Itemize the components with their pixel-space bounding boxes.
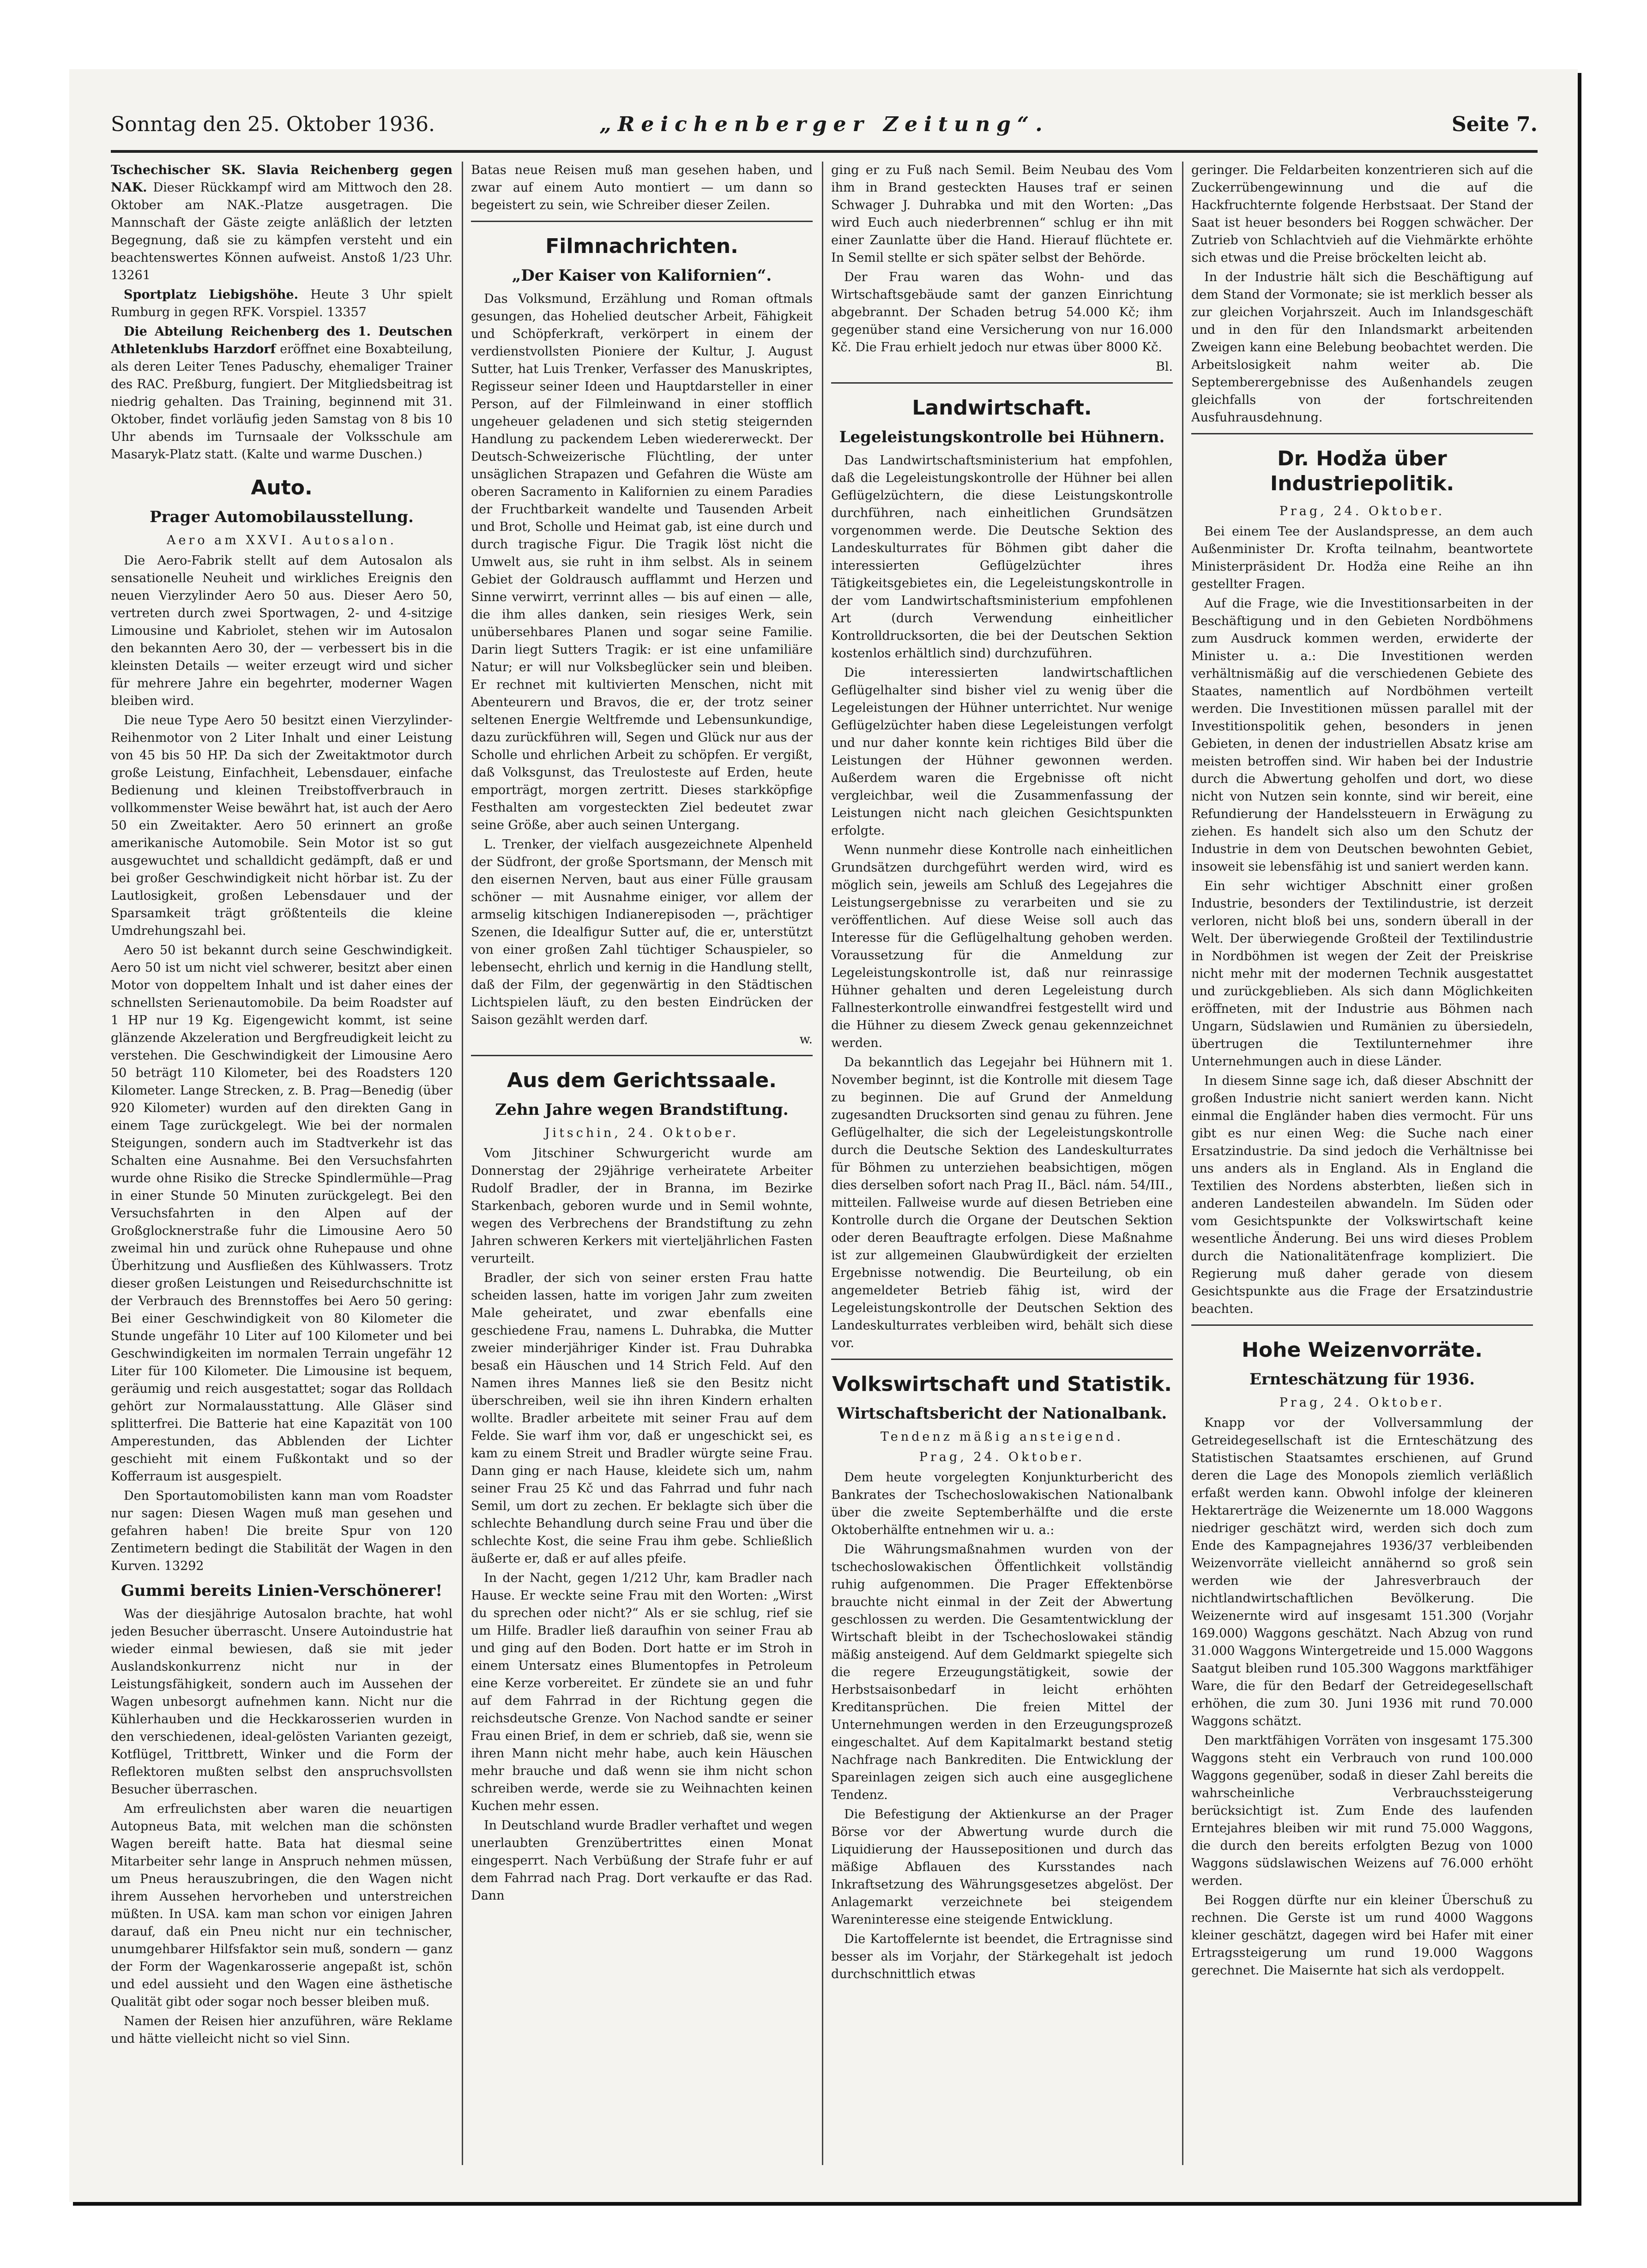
article-headline: „Der Kaiser von Kalifornien“. [512, 266, 772, 285]
paragraph-text: Heute 3 Uhr spielt Rumburg in gegen RFK. Vorspiel. 13357 [111, 288, 452, 319]
article-paragraph: Vom Jitschiner Schwurgericht wurde am Donnerstag der 29jährige verheiratete Arbeiter Rudolf Bradler, der in Branna, im Bezirke Starkenbach, geboren wurde und in Semil wohnte, wegen des Verbrechens der Brandstiftung zu zehn Jahren schweren Kerkers mit vierteljährlichen Fasten verurteilt. [471, 1146, 813, 1266]
article-paragraph: Da bekanntlich das Legejahr bei Hühnern mit 1. November beginnt, ist die Kontrolle mit diesem Tage zu beginnen. Die auf Grund der Anmeldung zugesandten Drucksorten sind genau zu führen. Jene Geflügelhalter, die sich der Legeleistungskontrolle durch die Deutsche Sektion des Landeskulturrates für Böhmen zu unterziehen beabsichtigen, mögen dies derselben sofort nach Prag II., Bäcl. nám. 54/III., mitteilen. Fallweise wurde auf diesen Betrieben eine Kontrolle durch die Organe der Deutschen Sektion oder deren Beauftragte erfolgen. Diese Maßnahme ist zur allgemeinen Glaubwürdigkeit der erzielten Ergebnisse notwendig. Die Beurteilung, ob ein angemeldeter Betrieb fähig ist, wird der Legeleistungskontrolle der Deutschen Sektion des Landeskulturrates verbleiben wird, behält sich diese vor. [831, 1055, 1173, 1350]
article-paragraph: In der Industrie hält sich die Beschäftigung auf dem Stand der Vormonate; sie ist merklich besser als zur gleichen Vorjahrszeit. Auch im Inlandsgeschäft und in den für den Inlandsmarkt arbeitenden Zweigen kann eine Belebung beobachtet werden. Die Arbeitslosigkeit nahm weiter ab. Die Septemberergebnisse des Außenhandels zeugen gleichfalls von der fortschreitenden Ausfuhrausdehnung. [1191, 270, 1533, 425]
article-paragraph [111, 286, 452, 321]
paragraph-heading: Tschechischer SK. Slavia Reichenberg gegen NAK. [111, 163, 452, 195]
article-paragraph: Wenn nunmehr diese Kontrolle nach einheitlichen Grundsätzen durchgeführt werden wird, wird es möglich sein, jeweils am Schluß des Legejahres die Leistungsergebnisse zu verarbeiten und sie zu veröffentlichen. Auf diese Weise soll auch das Interesse für die Geflügelhaltung gehoben werden. Voraussetzung für die Anmeldung zur Legeleistungskontrolle ist, daß nur reinrassige Hühner gehalten und deren Legeleistung durch Fallnesterkontrolle einwandfrei festgestellt wird und die Hühner zu diesem Zweck genau gekennzeichnet werden. [831, 843, 1173, 1050]
article-paragraph: Der Frau waren das Wohn- und das Wirtschaftsgebäude samt der ganzen Einrichtung abgebrannt. Der Schaden betrug 54.000 Kč; ihm gegenüber stand eine Versicherung von nur 16.000 Kč. Die Frau erhielt jedoch nur etwas über 8000 Kč. [831, 270, 1173, 355]
dateline: Jitschin, 24. Oktober. [544, 1126, 739, 1140]
article-paragraph: In Deutschland wurde Bradler verhaftet und wegen unerlaubten Grenzübertrittes einen Monat eingesperrt. Nach Verbüßung der Strafe fuhr er auf dem Fahrrad nach Prag. Dort verkaufte er das Rad. Dann [471, 1818, 813, 1903]
article-headline: Legeleistungskontrolle bei Hühnern. [839, 428, 1165, 446]
article-paragraph: Was der diesjährige Autosalon brachte, hat wohl jeden Besucher überrascht. Unsere Autoindustrie hat wieder einmal bewiesen, daß sie mit jeder Auslandskonkurrenz nicht nur in der Leistungsfähigkeit, sondern auch im Aussehen der Wagen unbesorgt aufnehmen kann. Nicht nur die Kühlerhauben und die Heckkarosserien wurden in den verschiedenen, ideal-gelösten Varianten gezeigt, Kotflügel, Trittbrett, Winker und die Form der Reflektoren mußten selbst den anspruchsvollsten Besucher überraschen. [111, 1607, 452, 1797]
dateline: Prag, 24. Oktober. [1279, 1396, 1445, 1410]
section-heading-economy: Volkswirtschaft und Statistik. [832, 1372, 1172, 1396]
article-paragraph [111, 323, 452, 463]
separator [471, 1055, 813, 1056]
article-headline: Ernteschätzung für 1936. [1249, 1370, 1475, 1389]
article-paragraph: Das Landwirtschaftsministerium hat empfohlen, daß die Legeleistungskontrolle der Hühner bei allen Geflügelzüchtern, die diese Leistungskontrolle durchführen, nach einheitlichen Grundsätzen vorgenommen werde. Die Deutsche Sektion des Landeskulturrates für Böhmen gibt daher die interessierten Geflügelzüchter ihres Tätigkeitsgebietes ein, die Legeleistungskontrolle in der vom Landwirtschaftsministerium empfohlenen Art (durch Verwendung einheitlicher Kontrolldrucksorten, die bei der Deutschen Sektion kostenlos erhältlich sind) durchzuführen. [831, 453, 1173, 661]
masthead [111, 108, 1538, 141]
section-heading-agriculture: Landwirtschaft. [912, 396, 1092, 420]
article-paragraph: Die Währungsmaßnahmen wurden von der tschechoslowakischen Öffentlichkeit vollständig ruhig aufgenommen. Die Prager Effektenbörse brauchte nicht einmal in der Zeit der Abwertung geschlossen zu werden. Die Gesamtentwicklung der Wirtschaft bleibt in der Tschechoslowakei ständig mäßig ansteigend. Auf dem Geldmarkt spiegelte sich die regere Erzeugungstätigkeit, sowie der Herbstsaisonbedarf in leicht erhöhten Kreditansprüchen. Die freien Mittel der Unternehmungen werden in den Erzeugungsprozeß eingeschaltet. Auf dem Kapitalmarkt bestand stetig Nachfrage nach Bankrediten. Die Entwicklung der Spareinlagen zeigen sich auch eine ausgeglichene Tendenz. [831, 1542, 1173, 1802]
article-paragraph: Die interessierten landwirtschaftlichen Geflügelhalter sind bisher viel zu wenig über die Legeleistungen der Hühner unterrichtet. Nur wenige Geflügelzüchter haben diese Legeleistungen verfolgt und nur daher konnte kein richtiges Bild über die Leistungen der Hühner gewonnen werden. Außerdem waren die Ergebnisse oft nicht vergleichbar, weil die Zusammenfassung der Leistungen nicht nach gleichen Gesichtspunkten erfolgte. [831, 666, 1173, 838]
article-paragraph: Bei Roggen dürfte nur ein kleiner Überschuß zu rechnen. Die Gerste ist um rund 4000 Waggons kleiner geschätzt, dagegen wird bei Hafer mit einer Ertragssteigerung um rund 19.000 Waggons gerechnet. Die Maisernte hat sich als verdoppelt. [1191, 1893, 1533, 1978]
author-signature: w. [799, 1032, 813, 1047]
article-paragraph: Auf die Frage, wie die Investitionsarbeiten in der Beschäftigung und in den Gebieten Nordböhmens zum Ausdruck kommen werden, erwiderte der Minister u. a.: Die Investitionen werden verhältnismäßig auf die verschiedenen Gebiete des Staates, namentlich auf Nordböhmen verteilt werden. Die Investitionen müssen parallel mit der Investitionspolitik gehen, besonders in jenen Gebieten, in denen der industriellen Absatz krise am meisten betroffen sind. Wir haben bei der Industrie durch die Abwertung geholfen und dort, wo diese nicht von Nutzen sein konnte, sind wir bereit, eine Refundierung der Handelssteuern in Erwägung zu ziehen. Es handelt sich also um den Schutz der Industrie in dem von Deutschen bewohnten Gebiet, insoweit sie lebensfähig ist und saniert werden kann. [1191, 596, 1533, 874]
article-paragraph: Am erfreulichsten aber waren die neuartigen Autopneus Bata, mit welchen man die schönsten Wagen bereift hatte. Bata hat diesmal seine Mitarbeiter sehr lange in Anspruch nehmen müssen, um Pneus herauszubringen, die den Wagen nicht ihrem Aussehen hervorheben und unterstreichen müßten. In USA. kam man schon vor einigen Jahren darauf, daß ein Pneu nicht nur ein technischer, unumgehbarer Hilfsfaktor sein muß, sondern — ganz der Form der Wagenkarosserie angepaßt ist, schön und edel aussieht und den Wagen eine ästhetische Qualität gibt oder sogar noch besser bleiben muß. [111, 1802, 452, 2009]
article-paragraph: Das Volksmund, Erzählung und Roman oftmals gesungen, das Hohelied deutscher Arbeit, Fähigkeit und Schöpferkraft, verkörpert in einem der verdienstvollsten Pioniere der Kultur, J. August Sutter, hat Luis Trenker, Verfasser des Manuskriptes, Regisseur seiner Ideen und Hauptdarsteller in einer Person, auf der Filmleinwand in einer stofflich ungeheuer geladenen und sich stetig steigernden Handlung zu packendem Leben wiedererweckt. Der Deutsch-Schweizerische Flüchtling, der unter unsäglichen Strapazen und Gefahren die Wüste am oberen Sacramento in Kalifornien zu einem Paradies der Fruchtbarkeit wandelte und Tausenden Arbeit und Brot, Scholle und Heimat gab, ist eine durch und durch tragische Figur. Die Tragik löst nicht die Umwelt aus, sie ruht in ihm selbst. Als in seinem Gebiet der Goldrausch aufflammt und Herzen und Sinne verwirrt, verrinnt alles — bis auf einen — alle, die ihm alles danken, sein riesiges Werk, sein unübersehbares Planen und sogar seine Familie. Darin liegt Sutters Tragik: er ist eine unfamiliäre Natur; er will nur Volksbeglücker sein und bleiben. Er rechnet mit kultivierten Menschen, nicht mit Abenteurern und Bravos, die er, der trotz seiner seltenen Energie Weltfremde und Lebensunkundige, dazu zurückführen will, Segen und Glück nur aus der Scholle und ehrlichen Arbeit zu schöpfen. Er vergißt, daß Volksgunst, das Treulosteste auf Erden, heute emporträgt, morgen zertritt. Dieses starkköpfige Festhalten am vorgesteckten Ziel bedeutet zwar seine Größe, aber auch seinen Untergang. [471, 292, 813, 832]
article-paragraph: Batas neue Reisen muß man gesehen haben, und zwar auf einem Auto montiert — um dann so begeistert zu sein, wie Schreiber dieser Zeilen. [471, 163, 813, 212]
article-paragraph: Die neue Type Aero 50 besitzt einen Vierzylinder-Reihenmotor von 2 Liter Inhalt und einer Leistung von 45 bis 50 HP. Da sich der Zweitaktmotor durch große Leistung, Einfachheit, Lebensdauer, einfache Bedienung und kleinen Treibstoffverbrauch in vollkommenster Weise bewährt hat, ist auch der Aero 50 ein Zweitakter. Aero 50 erinnert an große amerikanische Automobile. Sein Motor ist so gut ausgewuchtet und schalldicht gedämpft, daß er und bei großer Geschwindigkeit nicht hörbar ist. Zu der Lautlosigkeit, großen Lebensdauer und der Sparsamkeit trägt größtenteils die kleine Umdrehungszahl bei. [111, 713, 452, 938]
article-paragraph: Ein sehr wichtiger Abschnitt einer großen Industrie, besonders der Textilindustrie, ist derzeit verloren, nicht bloß bei uns, sondern überall in der Welt. Der überwiegende Großteil der Textilindustrie in Nordböhmen ist wegen der Zeit der Preiskrise nicht mehr mit der modernen Technik ausgestattet und zurückgeblieben. Als sich dann Möglichkeiten eröffneten, mit der Industrie aus Böhmen nach Ungarn, Südslawien und Rumänien zu übersiedeln, übertrugen die Textilunternehmer ihre Unternehmungen auch in diese Länder. [1191, 879, 1533, 1069]
section-heading-auto: Auto. [251, 476, 313, 499]
paragraph-heading: Die Abteilung Reichenberg des 1. Deutschen Athletenklubs Harzdorf [111, 325, 452, 356]
article-headline: Gummi bereits Linien-Verschönerer! [121, 1582, 443, 1600]
article-headline: Zehn Jahre wegen Brandstiftung. [495, 1101, 789, 1119]
article-paragraph: Den Sportautomobilisten kann man vom Roadster nur sagen: Diesen Wagen muß man gesehen und gefahren haben! Die breite Spur von 120 Zentimetern bedingt die Stabilität der Wagen in den Kurven. 13292 [111, 1489, 452, 1573]
dateline: Prag, 24. Oktober. [1279, 504, 1445, 518]
article-paragraph: Die Befestigung der Aktienkurse an der Prager Börse vor der Abwertung wurde durch die Liquidierung der Haussepositionen und durch das mäßige Abflauen des Kursstandes nach Inkraftsetzung des Währungsgesetzes abgelöst. Der Anlagemarkt verzeichnete bei steigendem Wareninteresse eine steigende Entwicklung. [831, 1807, 1173, 1927]
paragraph-text: eröffnet eine Boxabteilung, als deren Leiter Tenes Paduschy, ehemaliger Trainer des RAC. Preßburg, fungiert. Der Mitgliedsbeitrag ist niedrig gehalten. Das Training, beginnend mit 31. Oktober, findet vorläufig jeden Samstag von 8 bis 10 Uhr abends im Turnsaale der Volksschule am Masaryk-Platz statt. (Kalte und warme Duschen.) [111, 342, 452, 462]
article-paragraph: In diesem Sinne sage ich, daß dieser Abschnitt der großen Industrie nicht saniert werden kann. Nicht einmal die Engländer haben dies vermocht. Für uns gibt es nur einen Weg: die Suche nach einer Ersatzindustrie. Da sind jedoch die Verhältnisse bei uns anders als in England. Als in England die Textilien des Nordens absterbten, ließen sich in anderen Landesteilen abwandeln. Im Süden oder vom Gesichtspunkte der Volkswirtschaft keine wesentliche Änderung. Bei uns wird dieses Problem durch die Nationalitätenfrage kompliziert. Die Regierung muß daher gerade von diesem Gesichtspunkte aus die Frage der Ersatzindustrie beachten. [1191, 1074, 1533, 1316]
section-heading-court: Aus dem Gerichtssaale. [507, 1069, 777, 1092]
article-subheadline: Tendenz mäßig ansteigend. [880, 1430, 1124, 1444]
section-heading-wheat: Hohe Weizenvorräte. [1242, 1338, 1483, 1362]
separator [1191, 433, 1533, 434]
article-paragraph [111, 162, 452, 284]
masthead-rule [111, 150, 1538, 153]
newspaper-page [69, 69, 1578, 2202]
separator [831, 1359, 1173, 1360]
separator [471, 221, 813, 222]
article-paragraph: ging er zu Fuß nach Semil. Beim Neubau des Vom ihm in Brand gesteckten Hauses traf er seinen Schwager J. Duhrabka und mit den Worten: „Das wird Euch auch niederbrennen“ schlug er ihn mit einer Zaunlatte über die Hand. Hierauf flüchtete er. In Semil stellte er sich später selbst der Behörde. [831, 163, 1173, 265]
article-paragraph: Aero 50 ist bekannt durch seine Geschwindigkeit. Aero 50 ist um nicht viel schwerer, besitzt aber einen Motor von doppeltem Inhalt und ist daher eines der schnellsten Serienautomobile. Da beim Roadster auf 1 HP nur 19 Kg. Eigengewicht kommt, ist seine glänzende Akzeleration und Bergfreudigkeit leicht zu verstehen. Die Geschwindigkeit der Limousine Aero 50 beträgt 110 Kilometer, bei des Roadsters 120 Kilometer. Lange Strecken, z. B. Prag—Benedig (über 920 Kilometer) wurden auf den direkten Gang in einem Tage zurückgelegt. Wie bei der normalen Steigungen, sondern auch im Stadtverkehr ist das Schalten eine Ausnahme. Bei den Versuchsfahrten wurde ohne Risiko die Strecke Spindlermühle—Prag in einer Stunde 50 Minuten zurückgelegt. Bei den Versuchsfahrten in den Alpen auf der Großglocknerstraße fuhr die Limousine Aero 50 zweimal hin und zurück ohne Ruhepause und ohne Überhitzung und Ausfließen des Kühlwassers. Trotz dieser großen Leistungen und Reisedurchschnitte ist der Verbrauch des Brennstoffes bei Aero 50 gering: Bei einer Geschwindigkeit von 80 Kilometer die Stunde ungefähr 10 Liter auf 100 Kilometer und bei Geschwindigkeiten im normalen Terrain ungefähr 12 Liter für 100 Kilometer. Die Limousine ist bequem, geräumig und reich ausgestattet; sogar das Rolldach gehört zur Normalausstattung. Alle Gläser sind splitterfrei. Die Batterie hat eine Kapazität von 100 Amperestunden, das Abblenden der Lichter geschieht mit einem Fußkontakt und so der Kofferraum ist ausgespielt. [111, 943, 452, 1484]
article-paragraph: L. Trenker, der vielfach ausgezeichnete Alpenheld der Südfront, der große Sportsmann, der Mensch mit den eisernen Nerven, baut aus einer Fülle grausam schöner — mit Ausnahme einiger, vor allem der armselig kitschigen Indianerepisoden —, prächtiger Szenen, die Idealfigur Sutter auf, die er, unterstützt von einer großen Zahl tüchtiger Schauspieler, so lebensecht, ehrlich und kernig in die Handlung stellt, daß der Film, der gegenwärtig in den Städtischen Lichtspielen läuft, zu den besten Eindrücken der Saison gezählt werden darf. [471, 837, 813, 1027]
column-2 [471, 162, 813, 2165]
article-paragraph: Dem heute vorgelegten Konjunkturbericht des Bankrates der Tschechoslowakischen Nationalbank über die zweite Septemberhälfte und die erste Oktoberhälfte entnehmen wir u. a.: [831, 1470, 1173, 1537]
article-paragraph: Bei einem Tee der Auslandspresse, an dem auch Außenminister Dr. Krofta teilnahm, beantwortete Ministerpräsident Dr. Hodža eine Reihe an ihn gestellter Fragen. [1191, 524, 1533, 591]
separator [1191, 1324, 1533, 1326]
article-subheadline: Aero am XXVI. Autosalon. [166, 533, 397, 547]
article-paragraph: Namen der Reisen hier anzuführen, wäre Reklame und hätte vielleicht nicht so viel Sinn. [111, 2014, 452, 2046]
paragraph-text: Dieser Rückkampf wird am Mittwoch den 28. Oktober am NAK.-Platze ausgetragen. Die Mannschaft der Gäste zeigte anläßlich der letzten Begegnung, daß sie zu kämpfen versteht und ein beachtenswertes Können aufweist. Anstoß 1/23 Uhr. 13261 [111, 180, 452, 283]
article-paragraph: geringer. Die Feldarbeiten konzentrieren sich auf die Zuckerrübengewinnung und die auf die Hackfruchternte folgende Herbstsaat. Der Stand der Saat ist heuer besonders bei Roggen schwächer. Der Zutrieb von Schlachtvieh auf die Viehmärkte erhöhte sich etwas und die Preise bröckelten leicht ab. [1191, 163, 1533, 265]
newspaper-title: „Reichenberger Zeitung“. [599, 113, 1049, 136]
page-number: Seite 7. [1451, 113, 1538, 136]
column-divider [462, 162, 463, 2165]
article-paragraph: Die Kartoffelernte ist beendet, die Ertragnisse sind besser als im Vorjahr, der Stärkegehalt ist jedoch durchschnittlich etwas [831, 1932, 1173, 1981]
paragraph-heading: Sportplatz Liebigshöhe. [124, 288, 299, 302]
column-divider [822, 162, 823, 2165]
column-3 [831, 162, 1173, 2165]
article-paragraph: Die Aero-Fabrik stellt auf dem Autosalon als sensationelle Neuheit und wirkliches Ereignis den neuen Vierzylinder Aero 50 aus. Dieser Aero 50, vertreten durch zwei Sportwagen, 2- und 4-sitzige Limousine und Kabriolet, stehen wir im Autosalon den bekannten Aero 30, der — verbessert bis in die kleinsten Details — weiter erzeugt wird und sicher für mehrere Jahre ein begehrter, moderner Wagen bleiben wird. [111, 553, 452, 708]
section-heading-film: Filmnachrichten. [545, 235, 738, 258]
article-paragraph: Bradler, der sich von seiner ersten Frau hatte scheiden lassen, hatte im vorigen Jahr zum zweiten Male geheiratet, und zwar ebenfalls eine geschiedene Frau, namens L. Duhrabka, die Mutter zweier minderjähriger Kinder ist. Frau Duhrabka besaß ein Häuschen und 14 Strich Feld. Auf den Namen ihres Mannes ließ sie den Besitz nicht überschreiben, weil sie ihn ihren Kindern erhalten wollte. Bradler arbeitete mit seiner Frau auf dem Felde. Sie warf ihm vor, daß er ungeschickt sei, es kam zu einem Streit und Bradler würgte seine Frau. Dann ging er nach Hause, kleidete sich um, nahm seiner Frau 25 Kč und das Fahrrad und fuhr nach Semil, um dort zu zechen. Er beklagte sich über die schlechte Behandlung durch seine Frau und über die schlechte Kost, die seine Frau ihm gebe. Schließlich äußerte er, daß er auf alles pfeife. [471, 1271, 813, 1566]
section-heading-hodza: Dr. Hodža über Industriepolitik. [1270, 447, 1454, 495]
column-4 [1191, 162, 1533, 2165]
article-paragraph: Den marktfähigen Vorräten von insgesamt 175.300 Waggons steht ein Verbrauch von rund 100.000 Waggons gegenüber, sodaß in dieser Zahl bereits die wahrscheinliche Verbrauchssteigerung berücksichtigt ist. Zum Ende des laufenden Erntejahres bleiben wir mit rund 75.000 Waggons, die durch den bereits erfolgten Bezug von 1000 Waggons südslawischen Weizens auf 76.000 erhöht werden. [1191, 1733, 1533, 1888]
dateline: Prag, 24. Oktober. [919, 1450, 1085, 1464]
column-divider [1182, 162, 1183, 2165]
article-paragraph: In der Nacht, gegen 1/212 Uhr, kam Bradler nach Hause. Er weckte seine Frau mit den Worten: „Wirst du sprechen oder nicht?“ Als er sie schlug, rief sie um Hilfe. Bradler ließ daraufhin von seiner Frau ab und ging auf den Boden. Dort hatte er im Stroh in einem Untersatz eines Blumentopfes in Petroleum eine Kerze vorbereitet. Er zündete sie an und fuhr auf dem Fahrrad in der Richtung gegen die reichsdeutsche Grenze. Von Nachod sandte er seiner Frau einen Brief, in dem er schrieb, daß sie, wenn sie ihren Mann nicht mehr habe, auch kein Häuschen mehr brauche und daß wenn sie ihm nicht schon schreiben werde, werde sie zu Weihnachten keinen Kuchen mehr essen. [471, 1571, 813, 1813]
article-headline: Wirtschaftsbericht der Nationalbank. [837, 1404, 1167, 1423]
article-paragraph: Knapp vor der Vollversammlung der Getreidegesellschaft ist die Ernteschätzung des Statistischen Staatsamtes erschienen, auf Grund deren die Lage des Monopols ziemlich verläßlich erfaßt werden kann. Obwohl infolge der kleineren Hektarerträge die Weizenernte um 18.000 Waggons niedriger geschätzt wird, werden sich doch zum Ende des Kampagnejahres 1936/37 verbleibenden Weizenvorräte vielleicht annähernd so groß sein werden wie der Jahresverbrauch der nichtlandwirtschaftlichen Bevölkerung. Die Weizenernte wird auf insgesamt 151.300 (Vorjahr 169.000) Waggons geschätzt. Nach Abzug von rund 31.000 Waggons Wintergetreide und 15.000 Waggons Saatgut bleiben rund 105.300 Waggons marktfähiger Ware, die für den Bedarf der Getreidegesellschaft erhöhen, die zum 30. Juni 1936 mit rund 70.000 Waggons schätzt. [1191, 1416, 1533, 1728]
issue-date: Sonntag den 25. Oktober 1936. [111, 113, 435, 136]
separator [831, 382, 1173, 384]
article-headline: Prager Automobilausstellung. [150, 508, 414, 526]
author-signature: Bl. [1155, 360, 1173, 374]
column-1 [111, 162, 452, 2165]
